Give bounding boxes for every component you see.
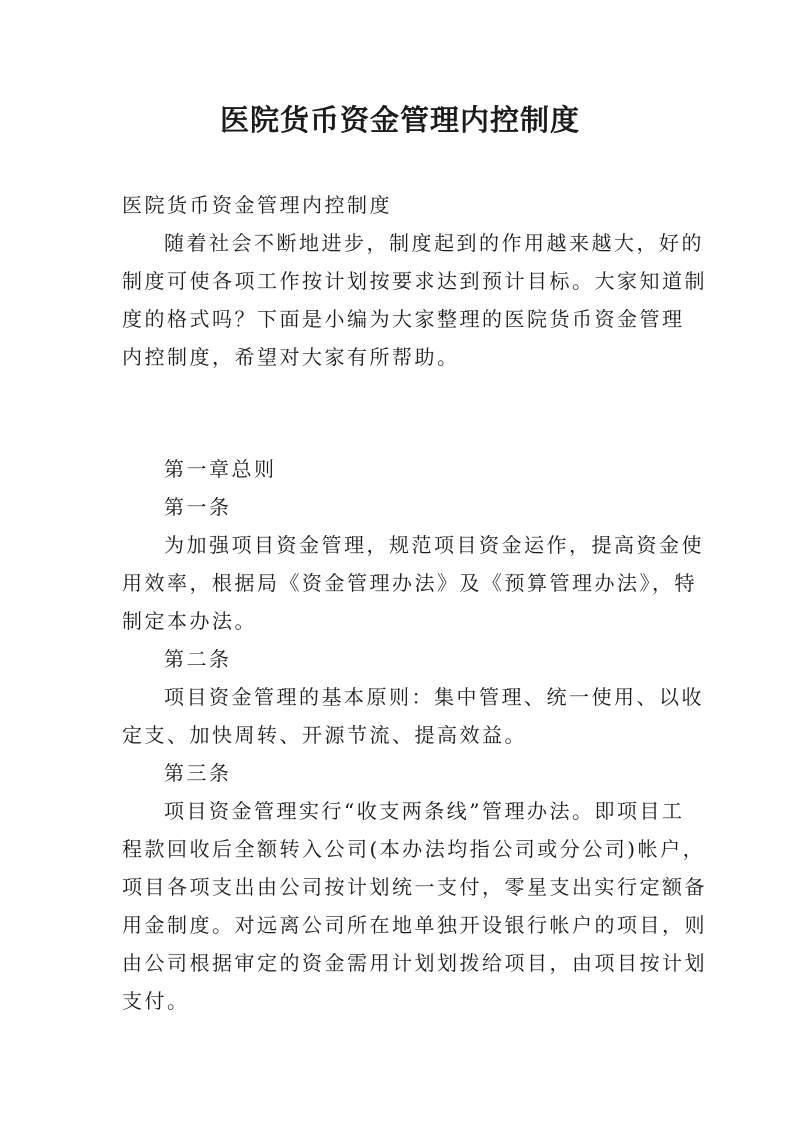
article-3-line: 项目各项支出由公司按计划统一支付，零星支出实行定额备 bbox=[122, 875, 707, 899]
intro-line: 随着社会不断地进步，制度起到的作用越来越大，好的 bbox=[164, 231, 704, 255]
article-3-heading: 第三条 bbox=[164, 761, 232, 785]
article-3-line: 用金制度。对远离公司所在地单独开设银行帐户的项目，则 bbox=[122, 913, 707, 937]
document-subtitle: 医院货币资金管理内控制度 bbox=[122, 193, 392, 217]
article-1-line: 为加强项目资金管理，规范项目资金运作，提高资金使 bbox=[164, 533, 704, 557]
article-3-line: 支付。 bbox=[122, 989, 190, 1013]
intro-line: 内控制度，希望对大家有所帮助。 bbox=[122, 345, 460, 369]
article-2-heading: 第二条 bbox=[164, 647, 232, 671]
article-1-heading: 第一条 bbox=[164, 495, 232, 519]
intro-line: 制度可使各项工作按计划按要求达到预计目标。大家知道制 bbox=[122, 269, 707, 293]
intro-paragraph bbox=[122, 224, 707, 376]
article-3-line: 由公司根据审定的资金需用计划划拨给项目，由项目按计划 bbox=[122, 951, 707, 975]
article-3-line: 程款回收后全额转入公司(本办法均指公司或分公司)帐户， bbox=[122, 837, 706, 861]
subtitle-block bbox=[122, 186, 682, 224]
article-3-line: 项目资金管理实行“收支两条线”管理办法。即项目工 bbox=[164, 799, 685, 823]
article-2-line: 项目资金管理的基本原则：集中管理、统一使用、以收 bbox=[164, 685, 704, 709]
chapter-block bbox=[122, 450, 707, 1020]
intro-line: 度的格式吗？下面是小编为大家整理的医院货币资金管理 bbox=[122, 307, 685, 331]
article-1-line: 用效率，根据局《资金管理办法》及《预算管理办法》，特 bbox=[122, 571, 697, 595]
chapter-heading: 第一章总则 bbox=[164, 457, 277, 481]
article-1-line: 制定本办法。 bbox=[122, 609, 257, 633]
document-title: 医院货币资金管理内控制度 bbox=[219, 103, 580, 137]
article-2-line: 定支、加快周转、开源节流、提高效益。 bbox=[122, 723, 527, 747]
